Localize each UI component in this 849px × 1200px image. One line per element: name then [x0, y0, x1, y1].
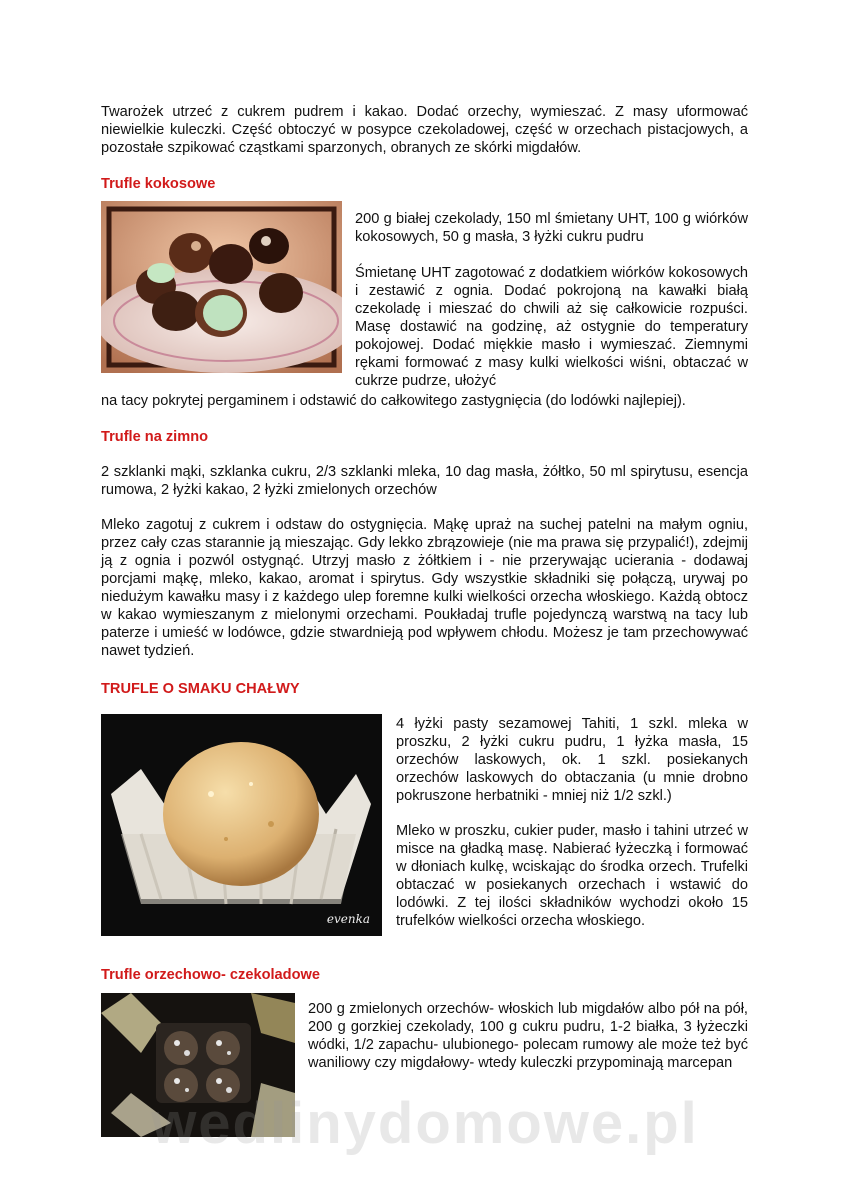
kokosowe-method-end: na tacy pokrytej pergaminem i odstawić do całkowitego zastygnięcia (do lodówki najlepiej). — [101, 393, 686, 409]
intro-paragraph: Twarożek utrzeć z cukrem pudrem i kakao. Dodać orzechy, wymieszać. Z masy uformować niewielkie kuleczki. Część obtoczyć w posypce czekoladowej, część w orzechach pistacjowych, a pozostałe szpikować cząstkami sparzonych, obranych ze skórki migdałów. — [101, 104, 748, 156]
photo-signature: evenka — [326, 912, 370, 926]
zimno-ingredients: 2 szklanki mąki, szklanka cukru, 2/3 szklanki mleka, 10 dag masła, żółtko, 50 ml spirytusu, esencja rumowa, 2 łyżki kakao, 2 łyżki zmielonych orzechów — [101, 464, 748, 498]
chalwa-ingredients: 4 łyżki pasty sezamowej Tahiti, 1 szkl. mleka w proszku, 2 łyżki cukru pudru, 1 łyżka masła, 15 orzechów laskowych, ok. 1 szkl. posiekanych orzechów laskowych do obtaczania (u mnie drobno pokruszone herbatniki - mniej niż 1/2 szkl.) — [396, 716, 748, 804]
chalwa-method: Mleko w proszku, cukier puder, masło i tahini utrzeć w misce na gładką masę. Nabierać łyżeczką i formować w dłoniach kulkę, wciskając do środka orzech. Trufelki obtaczać w posiekanych orzechach i wstawić do lodówki. Z tej ilości składników wychodzi około 15 trufelków wielkości orzecha włoskiego. — [396, 823, 748, 929]
photo-chocolate-truffles — [101, 201, 342, 373]
heading-trufle-orzechowo-czekoladowe: Trufle orzechowo- czekoladowe — [101, 967, 320, 983]
heading-trufle-kokosowe: Trufle kokosowe — [101, 176, 216, 192]
heading-trufle-na-zimno: Trufle na zimno — [101, 429, 209, 445]
heading-trufle-chalwy: TRUFLE O SMAKU CHAŁWY — [101, 681, 300, 697]
zimno-method: Mleko zagotuj z cukrem i odstaw do ostygnięcia. Mąkę upraż na suchej patelni na małym ogniu, przez cały czas starannie ją mieszając. Gdy lekko zbrązowieje (nie ma prawa się przypalić!), zdejmij ją z ognia i pozwól ostygnąć. Utrzyj masło z żółtkiem i - nie przerywając ucierania - dodawaj porcjami mąkę, mleko, kakao, aromat i spirytus. Gdy wszystkie składniki się połączą, urywaj po niedużym kawałku masy i z każdego ulep foremne kulki wielkości orzecha włoskiego. Każdą obtocz w kakao wymieszanym z mielonymi orzechami. Poukładaj trufle pojedynczą warstwą na tacy lub paterze i umieść w lodówce, gdzie stwardnieją pod wpływem chłodu. Możesz je tam przechowywać nawet tydzień. — [101, 517, 748, 659]
kokosowe-method: Śmietanę UHT zagotować z dodatkiem wiórków kokosowych i zestawić z ognia. Dodać pokrojoną na kawałki białą czekoladę i mieszać do chwili aż się całkowicie rozpuści. Masę dostawić na godzinę, aż ostygnie do temperatury pokojowej. Dodać miękkie masło i wymieszać. Ziemnymi rękami formować z masy kulki wielkości wiśni, obtaczać w cukrze pudrze, ułożyć — [355, 265, 748, 389]
orzechowo-ingredients: 200 g zmielonych orzechów- włoskich lub migdałów albo pół na pół, 200 g gorzkiej czekolady, 100 g cukru pudru, 1-2 białka, 3 łyżeczki wódki, 1/2 zapachu- ulubionego- polecam rumowy ale może też być waniliowy czy migdałowy- wtedy kuleczki przypominają marcepan — [308, 1001, 748, 1071]
watermark: wedlinydomowe.pl — [151, 1091, 699, 1156]
photo-halva-truffle — [101, 714, 382, 936]
kokosowe-ingredients: 200 g białej czekolady, 150 ml śmietany UHT, 100 g wiórków kokosowych, 50 g masła, 3 łyżki cukru pudru — [355, 211, 748, 245]
